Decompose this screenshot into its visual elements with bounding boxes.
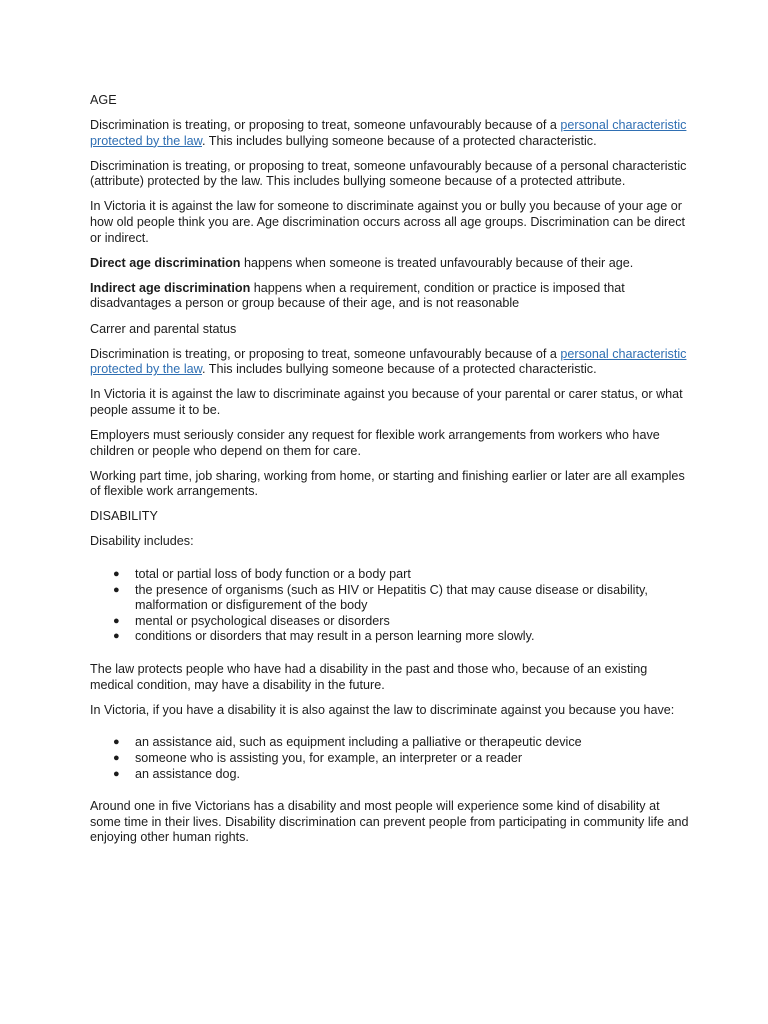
- list-item-text: an assistance dog.: [135, 766, 241, 781]
- assistance-list: [90, 735, 690, 782]
- list-item: [113, 750, 690, 767]
- list-item: [113, 582, 690, 614]
- list-item-text: an assistance aid, such as equipment including a palliative or therapeutic device: [135, 735, 582, 750]
- direct-age-discrimination-text: happens when someone is treated unfavourably because of their age.: [240, 255, 634, 270]
- age-p1-text-after: . This includes bullying someone because of a protected characteristic.: [202, 133, 597, 148]
- indirect-age-discrimination-paragraph: [90, 281, 690, 312]
- indirect-age-discrimination-term: Indirect age discrimination: [90, 280, 251, 295]
- protected-characteristic-link-1[interactable]: personal characteristic protected by the law: [90, 118, 687, 148]
- carer-paragraph-2: In Victoria it is against the law to discriminate against you because of your parental or carer status, or what people assume it to be.: [90, 387, 683, 417]
- direct-age-discrimination-paragraph: [90, 256, 690, 272]
- bullet-icon: ●: [113, 736, 120, 749]
- list-item-text: mental or psychological diseases or disorders: [135, 613, 390, 628]
- list-item: [113, 629, 690, 645]
- carer-p1-text-before: Discrimination is treating, or proposing to treat, someone unfavourably because of a: [90, 346, 561, 361]
- list-item-text: the presence of organisms (such as HIV or Hepatitis C) that may cause disease or disability, malformation or disfigurement of the body: [135, 582, 648, 613]
- disability-paragraph-3: Around one in five Victorians has a disability and most people will experience some kind of disability at some time in their lives. Disability discrimination can prevent people from participating in community life and enjoying other human rights.: [90, 799, 689, 845]
- carer-paragraph-3: Employers must seriously consider any request for flexible work arrangements from workers who have children or people who depend on them for care.: [90, 428, 660, 458]
- carer-paragraph-4: Working part time, job sharing, working from home, or starting and finishing earlier or later are all examples of flexible work arrangements.: [90, 468, 685, 499]
- bullet-icon: ●: [113, 751, 120, 764]
- direct-age-discrimination-term: Direct age discrimination: [90, 255, 241, 270]
- heading-age: AGE: [90, 93, 117, 107]
- list-item: [113, 567, 690, 583]
- list-item: [113, 735, 690, 751]
- age-paragraph-1: [90, 118, 690, 149]
- carer-paragraph-1: [90, 347, 690, 378]
- bullet-icon: ●: [113, 568, 120, 581]
- age-paragraph-3: In Victoria it is against the law for someone to discriminate against you or bully you because of your age or how old people think you are. Age discrimination occurs across all age groups. Discrimination can be direct or indirect.: [90, 199, 686, 245]
- bullet-icon: ●: [113, 767, 120, 780]
- disability-paragraph-2: In Victoria, if you have a disability it is also against the law to discriminate against you because you have:: [90, 702, 675, 717]
- list-item: [113, 613, 690, 630]
- bullet-icon: ●: [113, 630, 120, 643]
- heading-carer-parental-status: Carrer and parental status: [90, 321, 237, 336]
- list-item-text: someone who is assisting you, for example, an interpreter or a reader: [135, 750, 523, 765]
- age-p1-text-before: Discrimination is treating, or proposing to treat, someone unfavourably because of a: [90, 118, 561, 133]
- disability-intro: Disability includes:: [90, 534, 194, 549]
- disability-list: [90, 567, 690, 645]
- age-paragraph-2: Discrimination is treating, or proposing to treat, someone unfavourably because of a personal characteristic (attribute) protected by the law. This includes bullying someone because of a protected attribute.: [90, 158, 687, 189]
- heading-disability: DISABILITY: [90, 509, 158, 524]
- indirect-age-discrimination-text: happens when a requirement, condition or practice is imposed that disadvantages a person or group because of their age, and is not reasonable: [90, 280, 625, 311]
- bullet-icon: ●: [113, 614, 120, 627]
- carer-p1-text-after: . This includes bullying someone because of a protected characteristic.: [202, 362, 597, 377]
- document-page: [90, 93, 690, 855]
- bullet-icon: ●: [113, 583, 120, 596]
- list-item: [113, 766, 690, 783]
- disability-paragraph-1: The law protects people who have had a disability in the past and those who, because of an existing medical condition, may have a disability in the future.: [90, 662, 648, 692]
- list-item-text: conditions or disorders that may result in a person learning more slowly.: [135, 629, 535, 644]
- protected-characteristic-link-2[interactable]: personal characteristic protected by the law: [90, 346, 687, 377]
- list-item-text: total or partial loss of body function or a body part: [135, 567, 411, 582]
